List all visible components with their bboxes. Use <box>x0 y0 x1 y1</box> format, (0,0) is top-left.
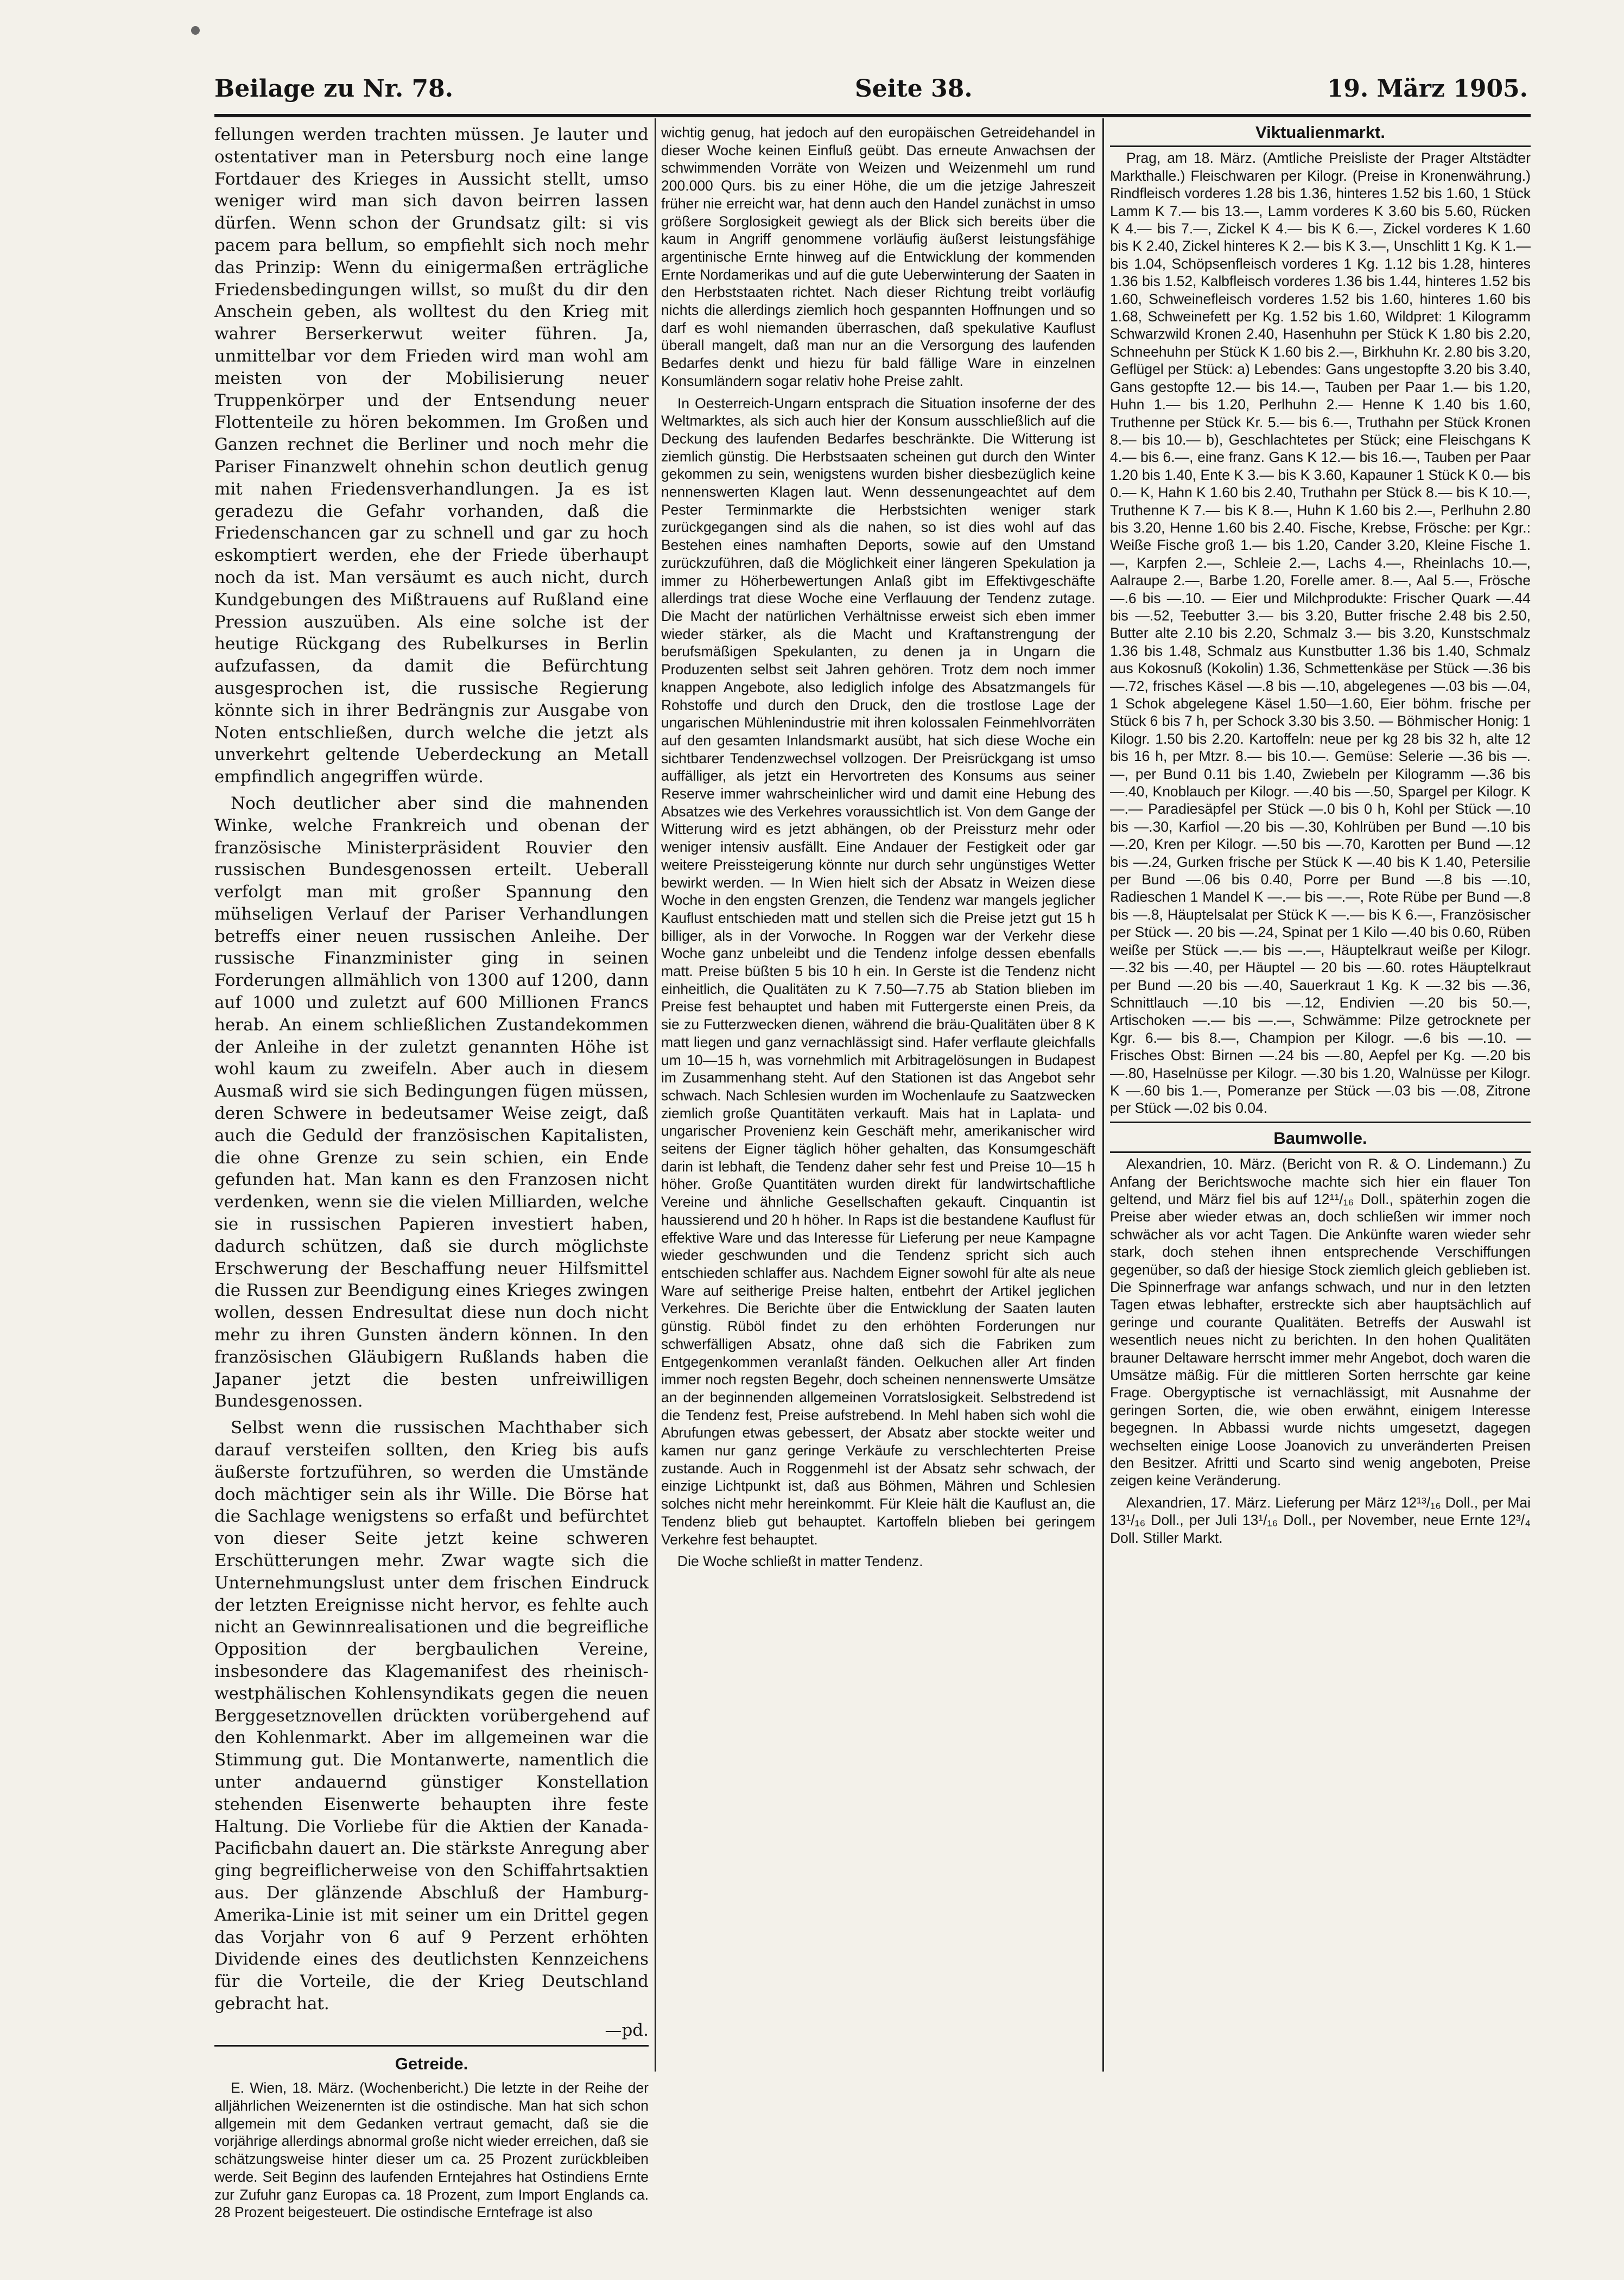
article-paragraph: E. Wien, 18. März. (Wochenbericht.) Die letzte in der Reihe der alljährlichen Weizenernten ist die ostindische. Man hat sich schon allgemein mit dem Gedanken vertraut gemacht, daß sie die vorjährige allerdings abnormal große nicht wieder erreichen, daß sie schätzungsweise hinter dieser um ca. 25 Prozent zurückbleiben werde. Seit Beginn des laufenden Erntejahres hat Ostindiens Ernte zur Zufuhr ganz Europas ca. 18 Prozent, zum Import Englands ca. 28 Prozent beigesteuert. Die ostindische Erntefrage ist also <box>214 2080 649 2221</box>
section-title-getreide: Getreide. <box>395 2054 468 2073</box>
column-divider <box>655 118 656 2072</box>
page-dot <box>191 26 200 35</box>
market-report: Alexandrien, 17. März. Lieferung per März 12¹³/₁₆ Doll., per Mai 13¹/₁₆ Doll., per Juli 13¹/₁₆ Doll., per November, neue Ernte 12³/₄ Doll. Stiller Markt. <box>1110 1494 1531 1546</box>
article-paragraph: fellungen werden trachten müssen. Je lauter und ostentativer man in Petersburg noch eine lange Fortdauer des Krieges in Aussicht stellt, umso weniger wird man sich davon beirren lassen dürfen. Wenn schon der Grundsatz gilt: si vis pacem para bellum, so empfiehlt sich noch mehr das Prinzip: Wenn du einigermaßen erträgliche Friedensbedingungen willst, so mußt du dir den Anschein geben, als wolltest du den Krieg mit wahrer Berserkerwut weiter führen. Ja, unmittelbar vor dem Frieden wird man wohl am meisten von der Mobilisierung neuer Truppenkörper und der Entsendung neuer Flottenteile zu hören bekommen. Im Großen und Ganzen rechnet die Berliner und noch mehr die Pariser Finanzwelt ohnehin schon deutlich genug mit nahen Friedensverhandlungen. Ja es ist geradezu die Gefahr vorhanden, daß die Friedenschancen gar zu schnell und gar zu hoch eskomptiert werden, ehe der Friede überhaupt noch da ist. Man versäumt es auch nicht, durch Kundgebungen des Mißtrauens auf Rußland eine Pression auszuüben. Als eine solche ist der heutige Rückgang des Rubelkurses in Berlin aufzufassen, da damit die Befürchtung ausgesprochen ist, die russische Regierung könnte sich in ihrer Bedrängnis zur Ausgabe von Noten entschließen, durch welche die jetzt als unverkehrt geltende Ueberdeckung an Metall empfindlich angegriffen würde. <box>214 125 649 787</box>
header-page-number: Seite 38. <box>855 75 973 103</box>
header-issue: Beilage zu Nr. 78. <box>214 75 454 103</box>
section-title-baumwolle: Baumwolle. <box>1273 1128 1367 1148</box>
header-date: 19. März 1905. <box>1327 75 1528 103</box>
article-paragraph: Die Woche schließt in matter Tendenz. <box>677 1553 923 1570</box>
column-3 <box>1110 124 1531 2002</box>
market-report: Alexandrien, 10. März. (Bericht von R. & O. Lindemann.) Zu Anfang der Berichtswoche machte sich hier ein flauer Ton geltend, und März fiel bis auf 12¹¹/₁₆ Doll., späterhin zogen die Preise aber wieder etwas an, doch schließen wir immer noch schwächer als vor acht Tagen. Die Ankünfte waren wieder sehr stark, doch stehen ihnen entsprechende Verschiffungen gegenüber, so daß der hiesige Stock ziemlich gleich geblieben ist. Die Spinnerfrage war anfangs schwach, und nur in den letzten Tagen etwas lebhafter, erstreckte sich aber hauptsächlich auf geringe und courante Qualitäten. Betreffs der Auswahl ist wesentlich neues nicht zu berichten. In den hohen Qualitäten brauner Deltaware herrscht immer mehr Angebot, doch waren die Umsätze mäßig. Für die mittleren Sorten herrschte gar keine Frage. Obergyptische ist vernachlässigt, mit Ausnahme der geringen Sorten, die, wie oben erwähnt, einigem Interesse begegnen. In Abbassi wurde nichts umgesetzt, dagegen wechselten einige Loose Joanovich zu unveränderten Preisen den Besitzer. Afritti und Scarto sind wenig angeboten, Preise zeigen keine Veränderung. <box>1110 1156 1531 1489</box>
section-rule <box>214 2045 649 2047</box>
header-rule <box>214 114 1531 117</box>
article-paragraph: wichtig genug, hat jedoch auf den europäischen Getreidehandel in dieser Woche keinen Einfluß geübt. Das erneute Anwachsen der schwimmenden Vorräte von Weizen und Weizenmehl um rund 200.000 Qurs. bis zu einer Höhe, die um die jetzige Jahreszeit früher nie erreicht war, hat denn auch den Handel zunächst in umso größere Sorglosigkeit gewiegt als der Blick sich bereits über die kaum in Angriff genommene vorläufig äußerst leistungsfähige argentinische Ernte hinweg auf die Entwicklung der kommenden Ernte Nordamerikas und auf die gute Ueberwinterung der Saaten in den Herbststaaten richtet. Nach dieser Richtung treibt vorläufig nichts die allerdings ziemlich hoch gespannten Hoffnungen und so darf es wohl niemanden überraschen, daß spekulative Kauflust überall mangelt, daß man nur an die Versorgung des laufenden Bedarfes denkt und hiezu für bald fällige Ware in einzelnen Konsumländern sogar relativ hohe Preise zahlt. <box>661 124 1095 389</box>
column-2 <box>661 124 1095 2070</box>
article-paragraph: In Oesterreich-Ungarn entsprach die Situation insoferne der des Weltmarktes, als sich auch hier der Konsum ausschließlich auf die Deckung des laufenden Bedarfes beschränkte. Die Witterung ist ziemlich günstig. Die Herbstsaaten scheinen gut durch den Winter gekommen zu sein, wenigstens wurden bisher diesbezüglich keine nennenswerten Klagen laut. Wenn dessenungeachtet auf dem Pester Terminmarkte die Herbstsichten weniger stark zurückgegangen sind als die nahen, so ist dies wohl auf das Bestehen eines namhaften Deports, sowie auf den Umstand zurückzuführen, daß die Möglichkeit einer längeren Spekulation ja immer zu Höherbewertungen Anlaß gibt im Effektivgeschäfte allerdings trat diese Woche eine Verflauung der Tendenz zutage. Die Macht der natürlichen Verhältnisse erweist sich eben immer wieder stärker, als die Macht und Kraftanstrengung der berufsmäßigen Spekulanten, zu denen ja in Ungarn die Produzenten selbst seit Jahren gehören. Trotz dem noch immer knappen Angebote, also lediglich infolge des Absatzmangels für Rohstoffe und durch den Druck, den die trostlose Lage der ungarischen Mühlenindustrie mit ihren kolossalen Feinmehlvorräten auf den gesamten Inlandsmarkt ausübt, hat sich diese Woche ein sichtbarer Tendenzwechsel vollzogen. Der Preisrückgang ist umso auffälliger, als jetzt ein Hervortreten des Konsums aus seiner Reserve immer wahrscheinlicher wird und damit eine Hebung des Absatzes wie des Verkehres voraussichtlich ist. Von dem Gange der Witterung wird es jetzt abhängen, ob der Preissturz mehr oder weniger intensiv ausfällt. Eine Andauer der Festigkeit oder gar weitere Preissteigerung könnte nur durch sehr ungünstiges Wetter bewirkt werden. — In Wien hielt sich der Absatz in Weizen diese Woche in den engsten Grenzen, die Tendenz war mangels jeglicher Kauflust entschieden matt und stellen sich die Preise jetzt gut 15 h billiger, als in der Vorwoche. In Roggen war der Verkehr diese Woche ganz unbeleibt und die Tendenz infolge dessen ebenfalls matt. Preise büßten 5 bis 10 h ein. In Gerste ist die Tendenz nicht einheitlich, die Qualitäten zu K 7.50—7.75 ab Station blieben im Preise fest behauptet und haben mit Futtergerste einen Preis, da sie zu Futterzwecken dienen, während die bräu-Qualitäten über 8 K matt liegen und ganz vernachlässigt sind. Hafer verflaute gleichfalls um 10—15 h, was vornehmlich mit Arbitragelösungen in Budapest im Zusammenhang steht. Auf den Stationen ist das Angebot sehr schwach. Nach Schlesien wurden im Wochenlaufe zu Saatzwecken ziemlich große Quantitäten verkauft. Mais hat in Laplata- und ungarischer Provenienz kein Geschäft mehr, amerikanischer wird seitens der Eigner täglich höher gehalten, das Konsumgeschäft darin ist lebhaft, die Tendenz daher sehr fest und Preise 10—15 h höher. Große Quantitäten wurden direkt für landwirtschaftliche Vereine und ähnliche Gesellschaften gekauft. Cinquantin ist haussierend und 20 h höher. In Raps ist die bestandene Kauflust für effektive Ware und das Interesse für Lieferung per neue Kampagne wieder geschwunden und die Tendenz spricht sich auch entschieden schlaffer aus. Nachdem Eigner sowohl für alte als neue Ware auf seitherige Preise halten, entbehrt der Artikel jeglichen Verkehres. Die Berichte über die Entwicklung der Saaten lauten günstig. Rüböl findet zu den erhöhten Forderungen nur schwerfälligen Absatz, ohne daß sich die Fabriken zum Entgegenkommen veranlaßt fänden. Oelkuchen aller Art finden immer noch regsten Begehr, doch scheinen nennenswerte Umsätze an der beginnenden allgemeinen Vorratslosigkeit. Selbstredend ist die Tendenz fest, Preise aufstrebend. In Mehl haben sich wohl die Abrufungen etwas gebessert, der Absatz aber stockte weiter und kamen nur ganz geringe Verkäufe zu verschlechterten Preise zustande. Auch in Roggenmehl ist der Absatz sehr schwach, der einzige Lichtpunkt ist, daß aus Böhmen, Mähren und Schlesien solches nicht mehr hereinkommt. Für Kleie hält die Kauflust an, die Tendenz blieb gut behauptet. Kartoffeln blieben bei geringem Verkehre fest behauptet. <box>661 395 1095 1548</box>
column-divider <box>1102 118 1104 2072</box>
article-paragraph: Noch deutlicher aber sind die mahnenden Winke, welche Frankreich und obenan der französische Ministerpräsident Rouvier den russischen Bundesgenossen erteilt. Ueberall verfolgt man mit großer Spannung den mühseligen Verlauf der Pariser Verhandlungen betreffs einer neuen russischen Anleihe. Der russische Finanzminister ging in seinen Forderungen allmählich von 1300 auf 1200, dann auf 1000 und zuletzt auf 600 Millionen Francs herab. An einem schließlichen Zustandekommen der Anleihe in der zuletzt genannten Höhe ist wohl kaum zu zweifeln. Aber auch in diesem Ausmaß wird sie sich Bedingungen fügen müssen, deren Schwere in bedeutsamer Weise zeigt, daß auch die Geduld der französischen Kapitalisten, die ohne Grenze zu sein schien, ein Ende gefunden hat. Man kann es den Franzosen nicht verdenken, wenn sie die vielen Milliarden, welche sie in russischen Papieren investiert haben, dadurch schützen, daß sie durch möglichste Erschwerung der Beschaffung neuer Hilfsmittel die Russen zur Beendigung eines Krieges zwingen wollen, dessen Endresultat diese nun doch nicht mehr zu ihren Gunsten ändern können. In den französischen Gläubigern Rußlands haben die Japaner jetzt die besten unfreiwilligen Bundesgenossen. <box>214 793 649 1411</box>
market-report: Prag, am 18. März. (Amtliche Preisliste der Prager Altstädter Markthalle.) Fleischwaren per Kilogr. (Preise in Kronenwährung.) Rindfleisch vorderes 1.28 bis 1.36, hinteres 1.52 bis 1.60, 1 Stück Lamm K 7.— bis 13.—, Lamm vorderes K 3.60 bis 5.60, Rücken K 4.— bis 7.—, Zickel K 4.— bis K 6.—, Zickel vorderes K 1.60 bis K 2.40, Zickel hinteres K 2.— bis K 3.—, Unschlitt 1 Kg. K 1.— bis 1.04, Schöpsenfleisch vorderes 1 Kg. 1.12 bis 1.28, hinteres 1.36 bis 1.52, Kalbfleisch vorderes 1.36 bis 1.44, hinteres 1.52 bis 1.60, Schweinefleisch vorderes 1.52 bis 1.60, hinteres 1.60 bis 1.68, Schweinefett per Kg. 1.52 bis 1.60, Wildpret: 1 Kilogramm Schwarzwild Kronen 2.40, Hasenhuhn per Stück K 1.80 bis 2.20, Schneehuhn per Stück K 1.60 bis 2.—, Birkhuhn Kr. 2.80 bis 3.20, Geflügel per Stück: a) Lebendes: Gans ungestopfte 3.20 bis 3.40, Gans gestopfte 12.— bis 14.—, Tauben per Paar 1.— bis 1.20, Huhn 1.— bis 1.20, Perlhuhn 2.— Henne K 1.40 bis 1.60, Truthenne per Stück Kr. 5.— bis 6.—, Truthahn per Stück Kronen 8.— bis 10.— b), Geschlachtetes per Stück; eine Fleischgans K 4.— bis 6.—, eine franz. Gans K 12.— bis 16.—, Tauben per Paar 1.20 bis 1.40, Ente K 3.— bis K 3.60, Kapauner 1 Stück K 0.— bis 0.— K, Hahn K 1.60 bis 2.40, Truthahn per Stück 8.— bis K 10.—, Truthenne K 7.— bis K 8.—, Huhn K 1.60 bis 2.—, Perlhuhn 2.80 bis 3.20, Henne 1.60 bis 2.40. Fische, Krebse, Frösche: per Kgr.: Weiße Fische groß 1.— bis 1.20, Cander 3.20, Kleine Fische 1.—, Karpfen 2.—, Schleie 2.—, Lachs 4.—, Rheinlachs 10.—, Aalraupe 2.—, Barbe 1.20, Forelle amer. 8.—, Aal 5.—, Frösche —.6 bis —.10. — Eier und Milchprodukte: Frischer Quark —.44 bis —.52, Teebutter 3.— bis 3.20, Butter frische 2.48 bis 2.50, Butter alte 2.10 bis 2.20, Schmalz 3.— bis 3.20, Kunstschmalz 1.36 bis 1.48, Schmalz aus Kunstbutter 1.36 bis 1.40, Schmalz aus Kokosnuß (Kokolin) 1.36, Schmettenkäse per Stück —.36 bis —.72, frisches Käsel —.8 bis —.10, abgelegenes —.03 bis —.04, 1 Schok abgelegene Käsel 1.50—1.60, Eier böhm. frische per Stück 6 bis 7 h, per Schock 3.30 bis 3.50. — Böhmischer Honig: 1 Kilogr. 1.50 bis 2.20. Kartoffeln: neue per kg 28 bis 32 h, alte 12 bis 16 h, per Mtzr. 8.— bis 10.—. Gemüse: Selerie —.36 bis —.—, per Bund 0.11 bis 1.40, Zwiebeln per Kilogramm —.36 bis —.40, Knoblauch per Kilogr. —.40 bis —.50, Spargel per Kilogr. K —.— Paradiesäpfel per Stück —.0 bis 0 h, Kohl per Stück —.10 bis —.30, Karfiol —.20 bis —.30, Kohlrüben per Bund —.10 bis —.20, Kren per Kilogr. —.50 bis —.70, Karotten per Bund —.12 bis —.24, Gurken frische per Stück K —.40 bis K 1.40, Petersilie per Bund —.06 bis 0.40, Porre per Bund —.8 bis —.10, Radieschen 1 Mandel K —.— bis —.—, Rote Rübe per Bund —.8 bis —.8, Häuptelsalat per Stück K —.— bis K 6.—, Französischer per Stück —. 20 bis —.24, Spinat per 1 Kilo —.40 bis 0.60, Rüben weiße per Stück —.— bis —.—, Häuptelkraut weiße per Kilogr. —.32 bis —.40, per Häuptel — 20 bis —.60. rotes Häuptelkraut per Bund —.20 bis —.40, Sauerkraut 1 Kg. K —.32 bis —.36, Schnittlauch —.10 bis —.12, Endivien —.20 bis 50.—, Artischoken —.— bis —.—, Schwämme: Pilze getrocknete per Kgr. 6.— bis 8.—, Champion per Kilogr. —.6 bis —.10. — Frisches Obst: Birnen —.24 bis —.80, Aepfel per Kg. —.20 bis —.80, Haselnüsse per Kilogr. —.30 bis 1.20, Walnüsse per Kilogr. K —.60 bis 1.—, Pomeranze per Stück —.03 bis —.08, Zitrone per Stück —.02 bis 0.04. <box>1110 150 1531 1117</box>
article-paragraph: Selbst wenn die russischen Machthaber sich darauf versteifen sollten, den Krieg bis aufs äußerste fortzuführen, so werden die Umstände doch mächtiger sein als ihr Wille. Die Börse hat die Sachlage wenigstens so erfaßt und befürchtet von dieser Seite jetzt keine schweren Erschütterungen mehr. Zwar wagte sich die Unternehmungslust unter dem frischen Eindruck der letzten Ereignisse nicht hervor, es fehlte auch nicht an Gewinnrealisationen und die begreifliche Opposition der bergbaulichen Vereine, insbesondere das Klagemanifest des rheinisch-westphälischen Kohlensyndikats gegen die neuen Berggesetznovellen drückten vorübergehend auf den Kohlenmarkt. Aber im allgemeinen war die Stimmung gut. Die Montanwerte, namentlich die unter andauernd günstiger Konstellation stehenden Eisenwerte behaupten ihre feste Haltung. Die Vorliebe für die Aktien der Kanada-Pacificbahn dauert an. Die stärkste Anregung aber ging begreiflicherweise von den Schiffahrtsaktien aus. Der glänzende Abschluß der Hamburg-Amerika-Linie ist mit seiner um ein Drittel gegen das Vorjahr von 6 auf 9 Perzent erhöhten Dividende eines des deutlichsten Kennzeichens für die Vorteile, die der Krieg Deutschland gebracht hat. <box>214 1418 649 2013</box>
section-title-viktualienmarkt: Viktualienmarkt. <box>1255 123 1385 142</box>
section-rule <box>1110 1122 1531 1123</box>
page-header <box>214 71 1528 114</box>
section-rule <box>1110 145 1531 147</box>
column-1 <box>214 124 649 2221</box>
article-signature: —pd. <box>605 2020 649 2040</box>
section-rule <box>1110 1151 1531 1153</box>
